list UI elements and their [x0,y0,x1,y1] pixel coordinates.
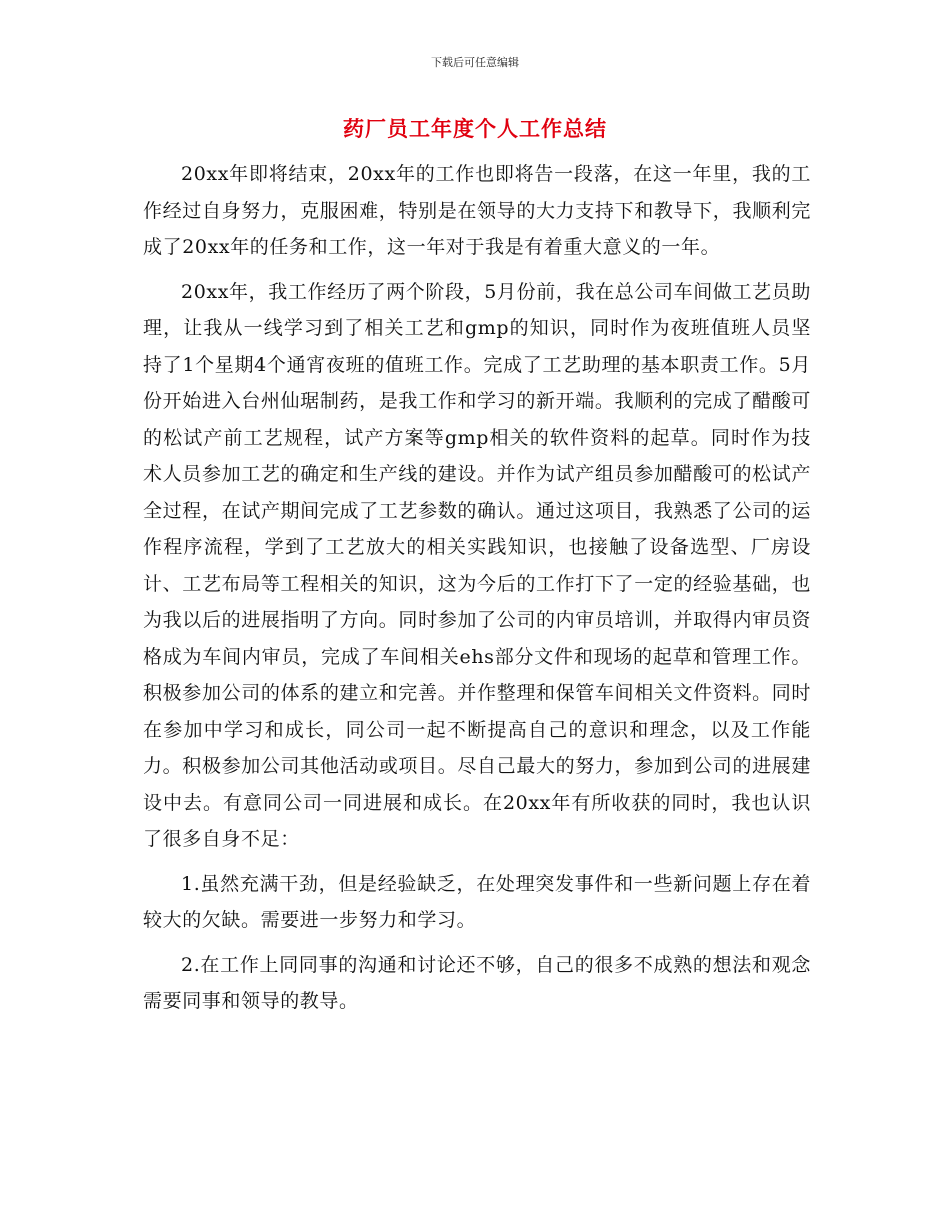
header-note: 下载后可任意编辑 [431,56,519,69]
paragraph-work-review: 20xx年，我工作经历了两个阶段，5月份前，我在总公司车间做工艺员助理，让我从一线学习到了相关工艺和gmp的知识，同时作为夜班值班人员坚持了1个星期4个通宵夜班的值班工作。完成了工艺助理的基本职责工作。5月份开始进入台州仙琚制药，是我工作和学习的新开端。我顺利的完成了醋酸可的松试产前工艺规程，试产方案等gmp相关的软件资料的起草。同时作为技术人员参加工艺的确定和生产线的建设。并作为试产组员参加醋酸可的松试产全过程，在试产期间完成了工艺参数的确认。通过这项目，我熟悉了公司的运作程序流程，学到了工艺放大的相关实践知识，也接触了设备选型、厂房设计、工艺布局等工程相关的知识，这为今后的工作打下了一定的经验基础，也为我以后的进展指明了方向。同时参加了公司的内审员培训，并取得内审员资格成为车间内审员，完成了车间相关ehs部分文件和现场的起草和管理工作。积极参加公司的体系的建立和完善。并作整理和保管车间相关文件资料。同时在参加中学习和成长，同公司一起不断提高自己的意识和理念，以及工作能力。积极参加公司其他活动或项目。尽自己最大的努力，参加到公司的进展建设中去。有意同公司一同进展和成长。在20xx年有所收获的同时，我也认识了很多自身不足： [143,280,811,850]
paragraph-shortcoming-2: 2.在工作上同同事的沟通和讨论还不够，自己的很多不成熟的想法和观念需要同事和领导的教导。 [143,953,811,1012]
document-title: 药厂员工年度个人工作总结 [343,117,607,141]
paragraph-intro: 20xx年即将结束，20xx年的工作也即将告一段落，在这一年里，我的工作经过自身努力，克服困难，特别是在领导的大力支持下和教导下，我顺利完成了20xx年的任务和工作，这一年对于我是有着重大意义的一年。 [143,163,811,258]
document-body [143,156,811,1028]
paragraph-shortcoming-1: 1.虽然充满干劲，但是经验缺乏，在处理突发事件和一些新问题上存在着较大的欠缺。需要进一步努力和学习。 [143,872,811,931]
